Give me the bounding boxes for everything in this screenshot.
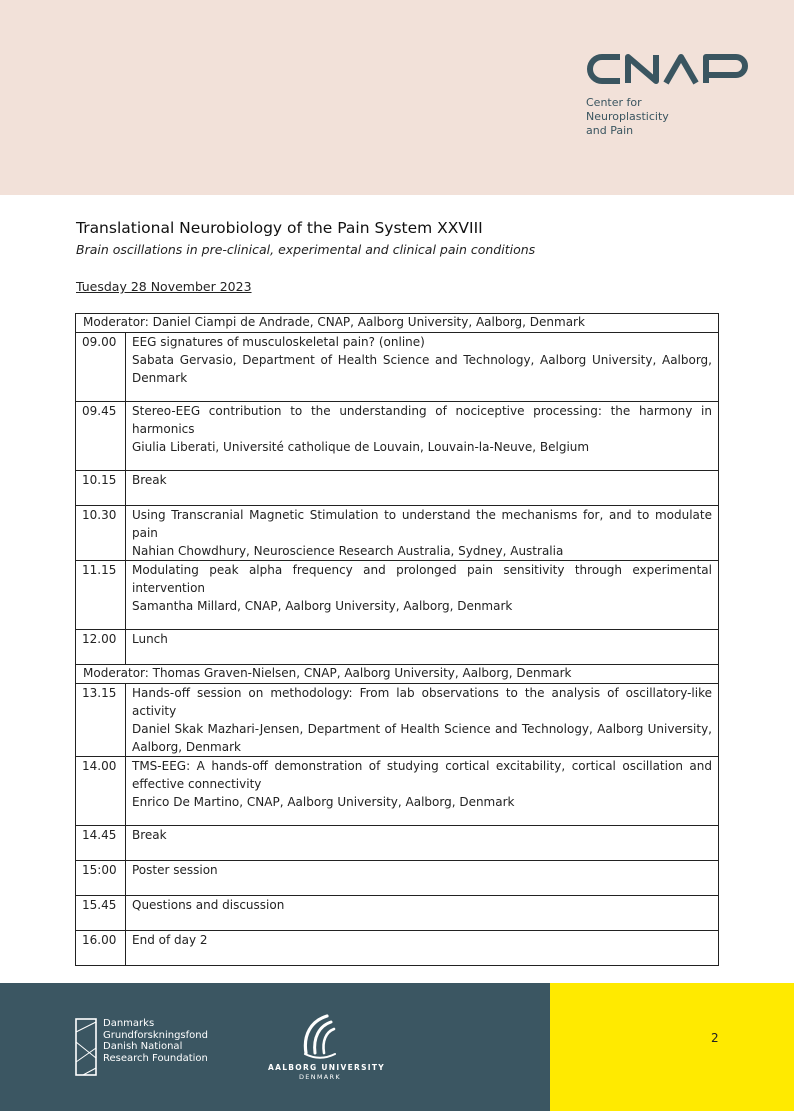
schedule-table (75, 313, 719, 966)
table-row (76, 826, 719, 861)
talk-cell (126, 561, 719, 630)
talk-title: EEG signatures of musculoskeletal pain? (online) (132, 335, 425, 349)
talk-cell (126, 333, 719, 402)
danish-foundation-name (103, 1018, 208, 1064)
time-cell: 10.15 (76, 471, 126, 506)
time-cell: 16.00 (76, 931, 126, 966)
table-row (76, 684, 719, 757)
time-cell: 09.45 (76, 402, 126, 471)
document-title: Translational Neurobiology of the Pain System XXVIII (76, 219, 483, 237)
talk-title: Stereo-EEG contribution to the understanding of nociceptive processing: the harmony in harmonics (132, 404, 712, 436)
time-cell: 15.45 (76, 896, 126, 931)
danish-foundation-logo-icon (75, 1018, 97, 1080)
table-row (76, 630, 719, 665)
talk-cell (126, 896, 719, 931)
logo-subtitle-line: Center for (586, 96, 642, 109)
university-name: AALBORG UNIVERSITY (268, 1063, 386, 1072)
foundation-line: Grundforskningsfond (103, 1029, 208, 1041)
table-row (76, 931, 719, 966)
aalborg-university-logo-icon (297, 1013, 339, 1063)
moderator-row (76, 314, 719, 333)
table-row (76, 757, 719, 826)
talk-title: Lunch (132, 632, 168, 646)
talk-cell (126, 826, 719, 861)
table-row (76, 896, 719, 931)
talk-cell (126, 402, 719, 471)
time-cell: 13.15 (76, 684, 126, 757)
talk-title: Using Transcranial Magnetic Stimulation to understand the mechanisms for, and to modulate pain (132, 508, 712, 540)
talk-cell (126, 931, 719, 966)
talk-cell (126, 861, 719, 896)
logo-subtitle-line: Neuroplasticity (586, 110, 669, 123)
table-row (76, 561, 719, 630)
talk-title: Break (132, 473, 167, 487)
talk-title: Modulating peak alpha frequency and prolonged pain sensitivity through experimental intervention (132, 563, 712, 595)
table-row (76, 506, 719, 561)
speaker-name: Daniel Skak Mazhari-Jensen, Department of Health Science and Technology, Aalborg University, Aalborg, Denmark (132, 722, 712, 754)
speaker-name: Nahian Chowdhury, Neuroscience Research Australia, Sydney, Australia (132, 544, 564, 558)
moderator-row (76, 665, 719, 684)
moderator-cell: Moderator: Thomas Graven-Nielsen, CNAP, Aalborg University, Aalborg, Denmark (76, 665, 719, 684)
table-row (76, 333, 719, 402)
footer-band-right (550, 983, 794, 1111)
time-cell: 10.30 (76, 506, 126, 561)
time-cell: 12.00 (76, 630, 126, 665)
time-cell: 09.00 (76, 333, 126, 402)
talk-title: End of day 2 (132, 933, 208, 947)
time-cell: 14.00 (76, 757, 126, 826)
talk-title: Hands-off session on methodology: From lab observations to the analysis of oscillatory-like activity (132, 686, 712, 718)
document-subtitle: Brain oscillations in pre-clinical, experimental and clinical pain conditions (76, 242, 536, 257)
speaker-name: Samantha Millard, CNAP, Aalborg University, Aalborg, Denmark (132, 599, 513, 613)
talk-cell (126, 630, 719, 665)
speaker-name: Enrico De Martino, CNAP, Aalborg University, Aalborg, Denmark (132, 795, 515, 809)
foundation-line: Danish National (103, 1041, 183, 1052)
time-cell: 11.15 (76, 561, 126, 630)
table-row (76, 861, 719, 896)
moderator-cell: Moderator: Daniel Ciampi de Andrade, CNAP, Aalborg University, Aalborg, Denmark (76, 314, 719, 333)
talk-title: TMS-EEG: A hands-off demonstration of studying cortical excitability, cortical oscillation and effective connectivity (132, 759, 712, 791)
talk-title: Break (132, 828, 167, 842)
cnap-wordmark-icon (586, 52, 758, 86)
talk-cell (126, 757, 719, 826)
talk-title: Questions and discussion (132, 898, 285, 912)
logo-subtitle-line: and Pain (586, 124, 634, 137)
speaker-name: Giulia Liberati, Université catholique de Louvain, Louvain-la-Neuve, Belgium (132, 440, 590, 454)
foundation-line: Danmarks (103, 1018, 155, 1029)
time-cell: 15:00 (76, 861, 126, 896)
talk-cell (126, 471, 719, 506)
speaker-name: Sabata Gervasio, Department of Health Science and Technology, Aalborg University, Aalborg, Denmark (132, 353, 712, 385)
talk-title: Poster session (132, 863, 218, 877)
cnap-logo (586, 52, 761, 138)
table-row (76, 402, 719, 471)
page-number: 2 (711, 1031, 719, 1045)
logo-subtitle (586, 96, 761, 138)
talk-cell (126, 684, 719, 757)
talk-cell (126, 506, 719, 561)
table-row (76, 471, 719, 506)
time-cell: 14.45 (76, 826, 126, 861)
foundation-line: Research Foundation (103, 1052, 208, 1064)
session-date: Tuesday 28 November 2023 (76, 279, 252, 294)
university-country: DENMARK (299, 1073, 341, 1081)
